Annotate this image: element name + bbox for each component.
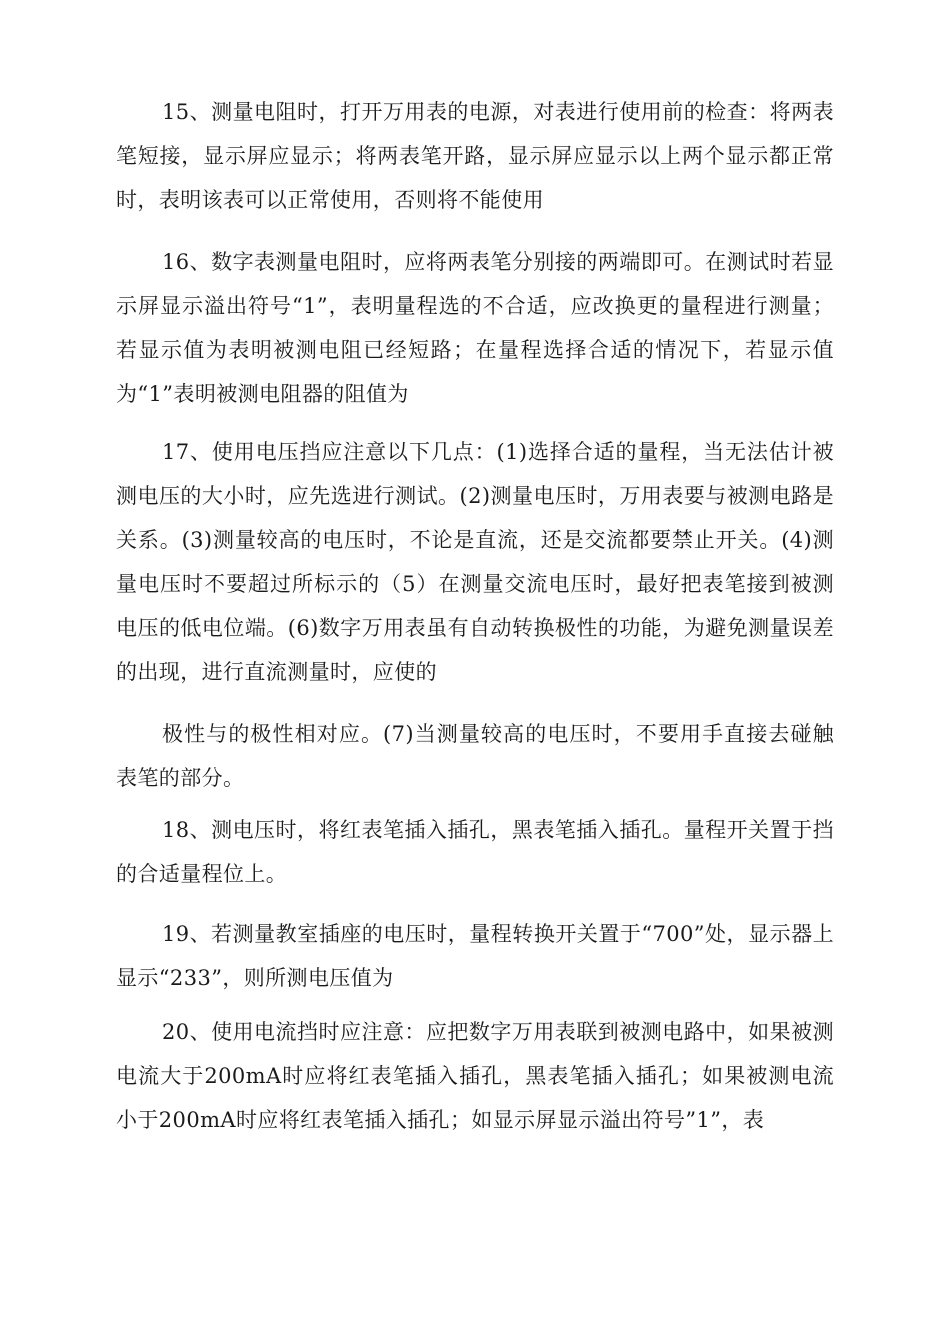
paragraph-20: 20、使用电流挡时应注意：应把数字万用表联到被测电路中，如果被测电流大于200mA时应将红表笔插入插孔，黑表笔插入插孔；如果被测电流小于200mA时应将红表笔插入插孔；如显示屏显示溢出符号”1”，表 xyxy=(116,1020,834,1132)
paragraph-18: 18、测电压时，将红表笔插入插孔，黑表笔插入插孔。量程开关置于挡的合适量程位上。 xyxy=(116,818,834,886)
paragraph-17: 17、使用电压挡应注意以下几点：(1)选择合适的量程，当无法估计被测电压的大小时，应先选进行测试。(2)测量电压时，万用表要与被测电路是关系。(3)测量较高的电压时，不论是直流，还是交流都要禁止开关。(4)测量电压时不要超过所标示的（5）在测量交流电压时，最好把表笔接到被测电压的低电位端。(6)数字万用表虽有自动转换极性的功能，为避免测量误差的出现，进行直流测量时，应使的 xyxy=(116,440,834,684)
paragraph-19: 19、若测量教室插座的电压时，量程转换开关置于“700”处，显示器上显示“233”，则所测电压值为 xyxy=(116,922,834,990)
paragraph-16: 16、数字表测量电阻时，应将两表笔分别接的两端即可。在测试时若显示屏显示溢出符号“1”，表明量程选的不合适，应改换更的量程进行测量；若显示值为表明被测电阻已经短路；在量程选择合适的情况下，若显示值为“1”表明被测电阻器的阻值为 xyxy=(116,250,834,406)
paragraph-15: 15、测量电阻时，打开万用表的电源，对表进行使用前的检查：将两表笔短接，显示屏应显示；将两表笔开路，显示屏应显示以上两个显示都正常时，表明该表可以正常使用，否则将不能使用 xyxy=(116,100,834,212)
paragraph-17-continued: 极性与的极性相对应。(7)当测量较高的电压时，不要用手直接去碰触表笔的部分。 xyxy=(116,722,834,790)
